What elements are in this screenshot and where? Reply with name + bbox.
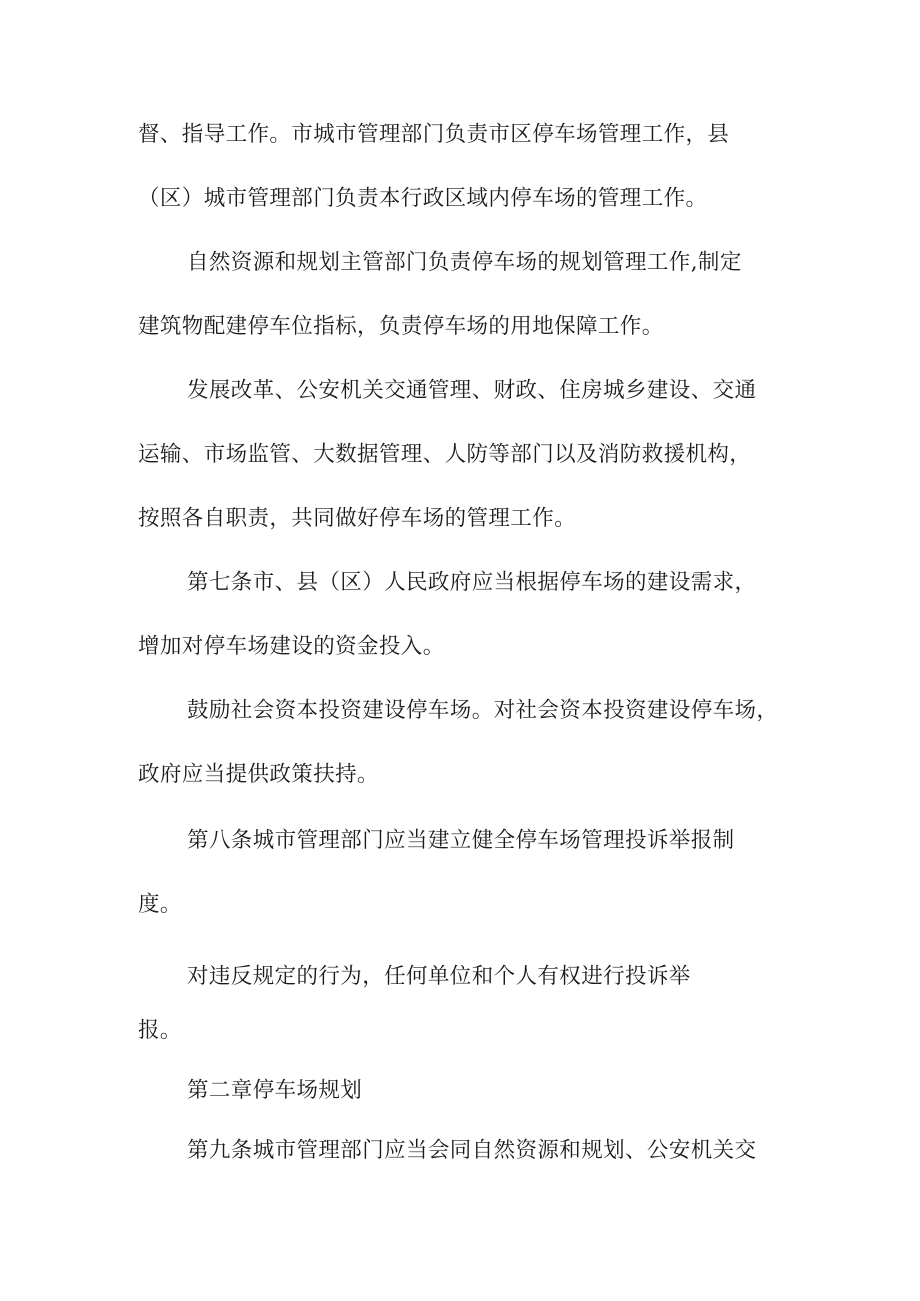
text-line: 运输、市场监管、大数据管理、人防等部门以及消防救援机构， xyxy=(138,442,752,467)
article-9-line: 第九条城市管理部门应当会同自然资源和规划、公安机关交 xyxy=(187,1138,757,1163)
chapter-heading: 第二章停车场规划 xyxy=(187,1078,363,1103)
text-line: 建筑物配建停车位指标，负责停车场的用地保障工作。 xyxy=(138,314,664,339)
paragraph-line: 自然资源和规划主管部门负责停车场的规划管理工作,制定 xyxy=(187,250,742,275)
text-line: （区）城市管理部门负责本行政区域内停车场的管理工作。 xyxy=(138,186,708,211)
article-8-line: 第八条城市管理部门应当建立健全停车场管理投诉举报制 xyxy=(187,828,735,853)
paragraph-line: 对违反规定的行为，任何单位和个人有权进行投诉举 xyxy=(187,964,691,989)
text-line: 度。 xyxy=(138,892,182,917)
paragraph-line: 发展改革、公安机关交通管理、财政、住房城乡建设、交通 xyxy=(187,378,757,403)
text-line: 按照各自职责，共同做好停车场的管理工作。 xyxy=(138,506,577,531)
text-line: 增加对停车场建设的资金投入。 xyxy=(138,634,445,659)
text-line: 政府应当提供政策扶持。 xyxy=(138,762,379,787)
text-line: 督、指导工作。市城市管理部门负责市区停车场管理工作，县 xyxy=(138,122,730,147)
paragraph-line: 鼓励社会资本投资建设停车场。对社会资本投资建设停车场， xyxy=(187,698,779,723)
article-7-line: 第七条市、县（区）人民政府应当根据停车场的建设需求， xyxy=(187,570,757,595)
text-line: 报。 xyxy=(138,1018,182,1043)
